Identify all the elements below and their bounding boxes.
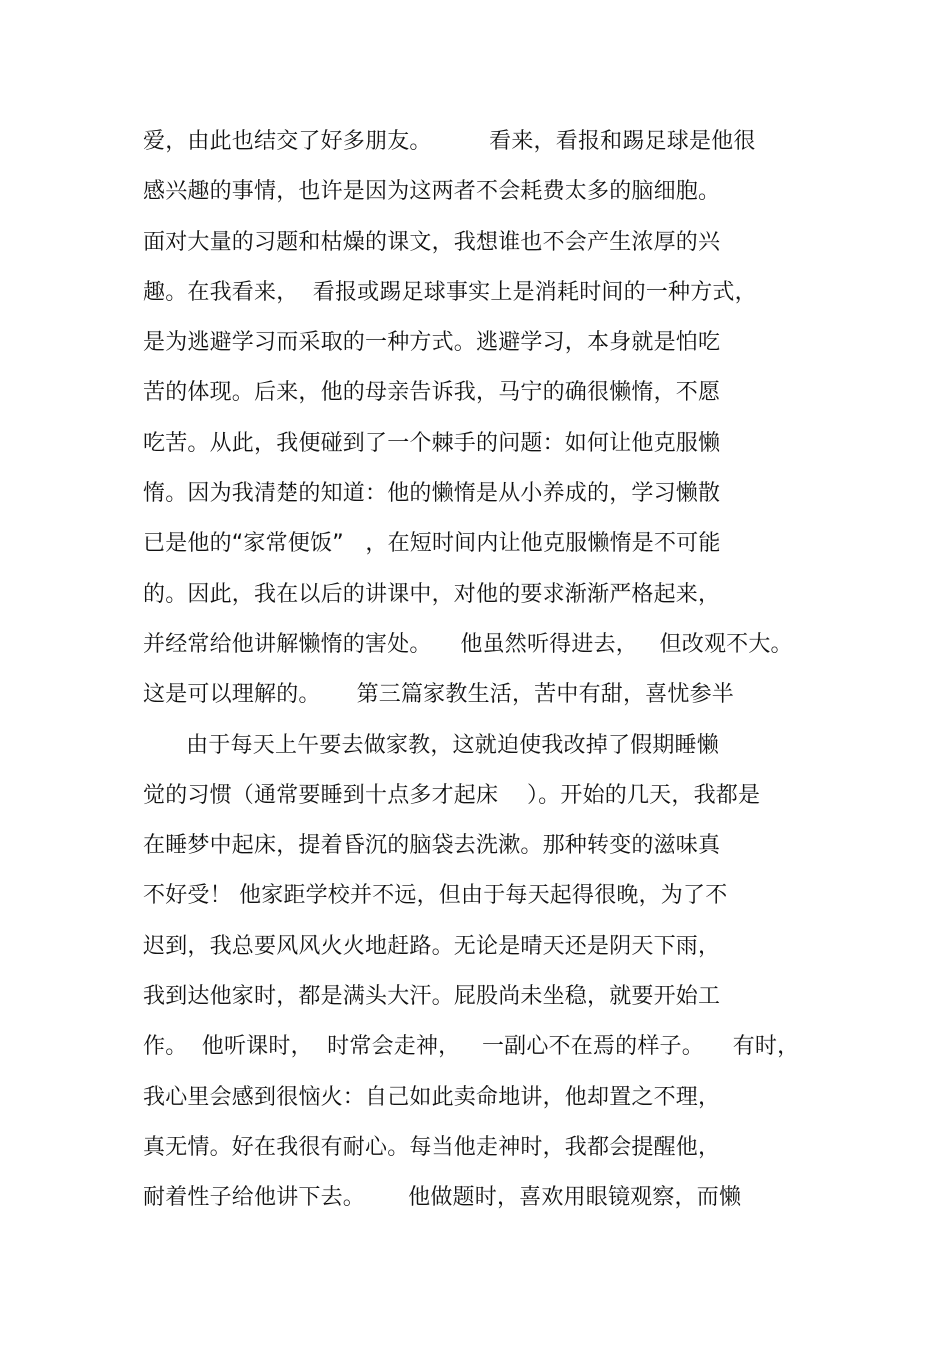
text-line: 惰。因为我清楚的知道：他的懒惰是从小养成的，学习懒散 [143, 481, 721, 507]
text-line: 趣。在我看来， 看报或踢足球事实上是消耗时间的一种方式， [143, 279, 757, 305]
text-line: 我到达他家时，都是满头大汗。屁股尚未坐稳，就要开始工 [143, 984, 721, 1010]
body-text [143, 120, 823, 1227]
text-line: 耐着性子给他讲下去。 他做题时，喜欢用眼镜观察，而懒 [143, 1185, 742, 1211]
text-line: 爱，由此也结交了好多朋友。 看来，看报和踢足球是他很 [143, 129, 756, 154]
text-line: 不好受！ 他家距学校并不远，但由于每天起得很晚，为了不 [143, 883, 728, 909]
text-line: 我心里会感到很恼火：自己如此卖命地讲，他却置之不理， [143, 1084, 721, 1110]
text-line: 感兴趣的事情，也许是因为这两者不会耗费太多的脑细胞。 [143, 179, 721, 205]
text-line: 是为逃避学习而采取的一种方式。逃避学习，本身就是怕吃 [143, 330, 721, 356]
text-line: 真无情。好在我很有耐心。每当他走神时，我都会提醒他， [143, 1134, 721, 1160]
text-line: 由于每天上午要去做家教，这就迫使我改掉了假期睡懒 [143, 732, 719, 758]
text-line: 并经常给他讲解懒惰的害处。 他虽然听得进去， 但改观不大。 [143, 631, 793, 657]
text-line: 迟到，我总要风风火火地赶路。无论是晴天还是阴天下雨， [143, 933, 721, 959]
text-line: 面对大量的习题和枯燥的课文，我想谁也不会产生浓厚的兴 [143, 229, 721, 255]
text-line: 这是可以理解的。 第三篇家教生活，苦中有甜，喜忧参半 [143, 682, 734, 708]
text-line: 的。因此，我在以后的讲课中，对他的要求渐渐严格起来， [143, 581, 721, 607]
text-line: 作。 他听课时， 时常会走神， 一副心不在焉的样子。 有时， [143, 1034, 800, 1060]
text-line: 已是他的“家常便饭” ，在短时间内让他克服懒惰是不可能 [143, 531, 721, 557]
text-line: 觉的习惯（通常要睡到十点多才起床 ）。开始的几天，我都是 [143, 782, 761, 808]
text-line: 苦的体现。后来，他的母亲告诉我，马宁的确很懒惰，不愿 [143, 380, 721, 406]
text-line: 在睡梦中起床，提着昏沉的脑袋去洗漱。那种转变的滋味真 [143, 833, 721, 859]
text-line: 吃苦。从此，我便碰到了一个棘手的问题：如何让他克服懒 [143, 430, 721, 456]
